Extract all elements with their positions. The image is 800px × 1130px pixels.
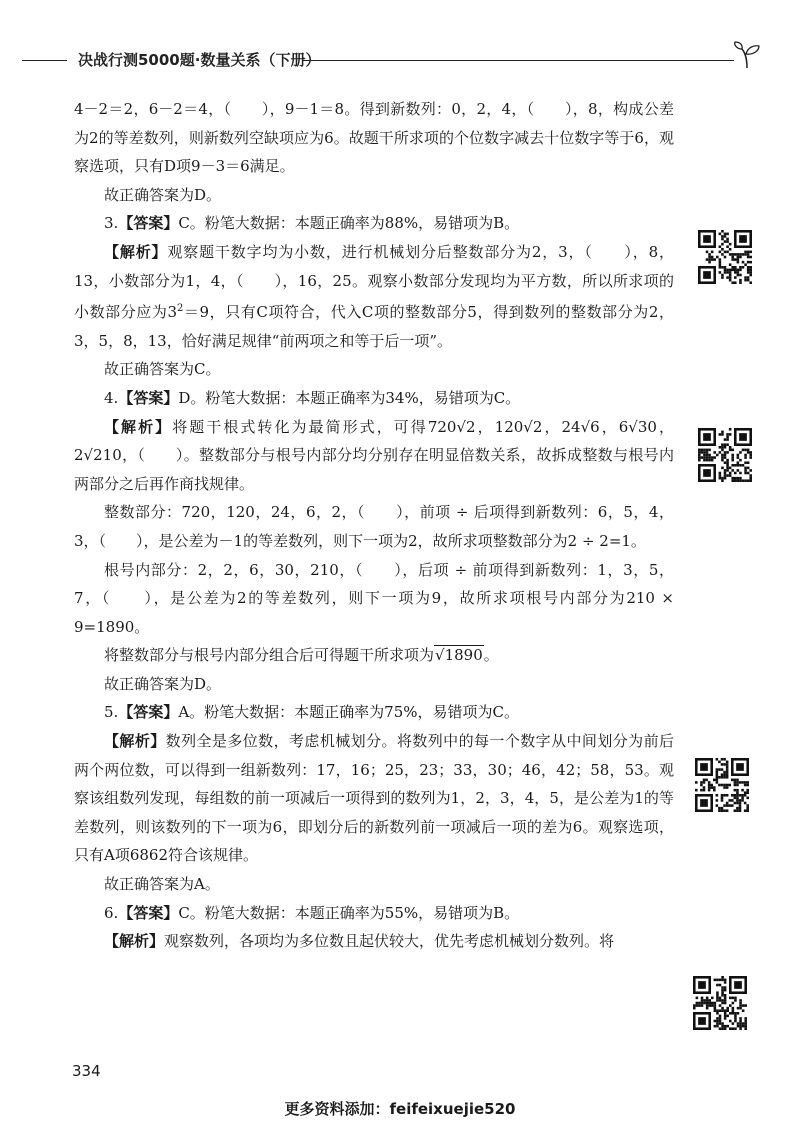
analysis-text: 数列全是多位数，考虑机械划分。将数列中的每一个数字从中间划分为前后两个两位数，可以得到一组新数列：17，16；25，23；33，30；46，42；58，53。观察该组数列发现，每组数的前一项减后一项得到的数列为1，2，3，4，5，是公差为1的等差数列，则该数列的下一项为6，即划分后的新数列前一项减后一项的差为6。观察选项，只有A项6862符合该规律。 (74, 732, 674, 865)
footer-note: 更多资料添加：feifeixuejie520 (284, 1100, 516, 1118)
integer-part-paragraph: 整数部分：720，120，24，6，2，（ ），前项 ÷ 后项得到新数列：6，5，4，3，（ ），是公差为－1的等差数列，则下一项为2，故所求项整数部分为2 ÷ 2=1。 (74, 503, 674, 550)
qr-code-q6[interactable] (693, 976, 747, 1030)
answer-conclusion: 故正确答案为C。 (104, 360, 221, 379)
combine-text: 将整数部分与根号内部分组合后可得题干所求项为 (104, 646, 435, 665)
analysis-tag: 【解析】 (104, 417, 173, 436)
qr-code-q5[interactable] (695, 758, 749, 812)
question-5-analysis (74, 727, 674, 870)
question-5-answer (74, 698, 674, 727)
question-4-analysis (74, 413, 674, 499)
answer-conclusion: 故正确答案为D。 (104, 674, 222, 693)
answer-tag: 【答案】 (118, 903, 179, 922)
root-part-paragraph: 根号内部分：2，2，6，30，210，（ ），后项 ÷ 前项得到新数列：1，3，5，7，（ ），是公差为2的等差数列，则下一项为9，故所求项根号内部分为210 × 9=1890。 (74, 560, 674, 636)
question-number: 4. (104, 388, 119, 407)
qr-code-q4[interactable] (698, 428, 752, 482)
analysis-text-cont: ＝9，只有C项符合，代入C项的整数部分5，得到数列的整数部分为2，3，5，8，13，恰好满足规律“前两项之和等于后一项”。 (74, 303, 675, 350)
analysis-tag: 【解析】 (104, 242, 168, 261)
question-number: 5. (104, 703, 119, 722)
superscript: 2 (177, 303, 184, 315)
answer-text: C。粉笔大数据：本题正确率为55%，易错项为B。 (178, 903, 520, 922)
analysis-text: 观察题干数字均为小数，进行机械划分后整数部分为2，3，（ ），8，13，小数部分为1，4，（ ），16，25。观察小数部分发现均为平方数，所以所求项的小数部分应为3 (74, 242, 674, 322)
question-6-analysis (74, 927, 674, 956)
analysis-tag: 【解析】 (104, 732, 166, 751)
analysis-tag: 【解析】 (104, 932, 165, 951)
answer-conclusion: 故正确答案为A。 (104, 875, 220, 894)
qr-code-q3[interactable] (698, 230, 752, 284)
answer-tag: 【答案】 (118, 388, 179, 407)
answer-tag: 【答案】 (118, 214, 179, 233)
answer-conclusion: 故正确答案为D。 (104, 185, 222, 204)
page-body (74, 95, 674, 956)
question-number: 3. (104, 214, 119, 233)
header-rule-left (22, 60, 67, 61)
question-number: 6. (104, 903, 119, 922)
answer-text: C。粉笔大数据：本题正确率为88%，易错项为B。 (178, 214, 520, 233)
question-3-analysis (74, 238, 674, 355)
page-number: 334 (72, 1062, 101, 1080)
analysis-text: 将题干根式转化为最简形式，可得720√2，120√2，24√6，6√30，2√210，（ ）。整数部分与根号内部分均分别存在明显倍数关系，故拆成整数与根号内两部分之后再作商找规律。 (74, 417, 674, 493)
sprout-icon (732, 40, 762, 70)
answer-text: D。粉笔大数据：本题正确率为34%，易错项为C。 (178, 388, 521, 407)
question-3-answer (74, 209, 674, 238)
question-4-answer (74, 384, 674, 413)
answer-tag: 【答案】 (118, 703, 179, 722)
sqrt-expression: √1890 (435, 646, 483, 665)
analysis-text: 观察数列，各项均为多位数且起伏较大，优先考虑机械划分数列。将 (164, 932, 615, 951)
book-title: 决战行测5000题·数量关系（下册） (78, 51, 321, 69)
question-6-answer (74, 899, 674, 928)
header-rule-right (302, 60, 734, 61)
combine-end: 。 (483, 646, 499, 665)
paragraph: 4－2＝2，6－2＝4，（ ），9－1＝8。得到新数列：0，2，4，（ ），8，构成公差为2的等差数列，则新数列空缺项应为6。故题干所求项的个位数字减去十位数字等于6，观察选项，只有D项9－3＝6满足。 (74, 100, 674, 176)
combine-paragraph (74, 641, 674, 670)
answer-text: A。粉笔大数据：本题正确率为75%，易错项为C。 (178, 703, 519, 722)
running-header (22, 46, 762, 74)
